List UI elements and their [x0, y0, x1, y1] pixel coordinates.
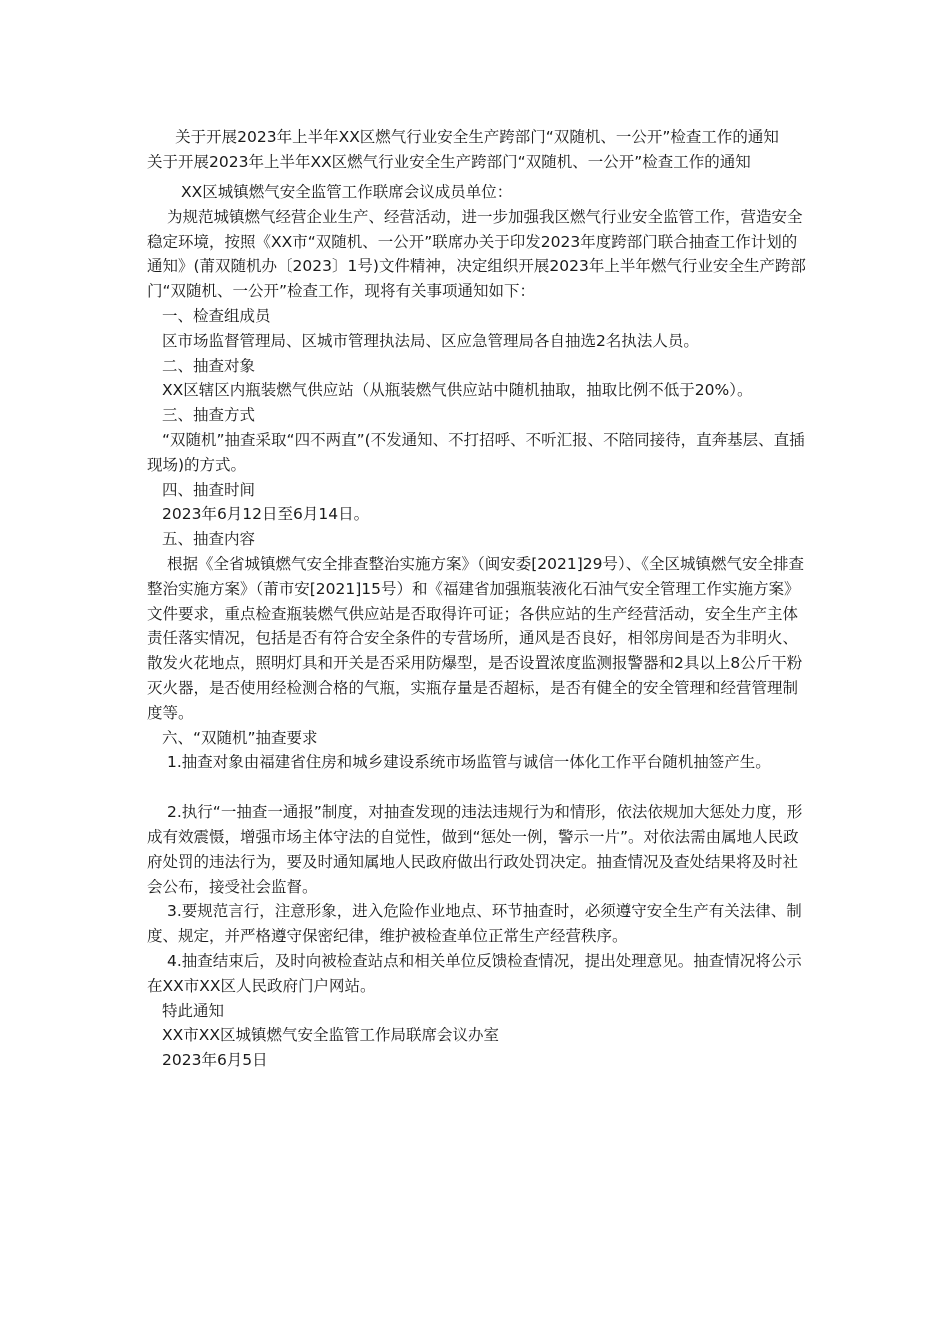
intro-paragraph: 为规范城镇燃气经营企业生产、经营活动，进一步加强我区燃气行业安全监管工作，营造安全稳定环境，按照《XX市“双随机、一公开”联席办关于印发2023年度跨部门联合抽查工作计划的通知》(莆双随机办〔2023〕1号)文件精神，决定组织开展2023年上半年燃气行业安全生产跨部门“双随机、一公开”检查工作，现将有关事项通知如下： — [147, 207, 806, 301]
section-heading-2: 二、抽查对象 — [162, 356, 256, 375]
section-body-5: 根据《全省城镇燃气安全排查整治实施方案》（闽安委[2021]29号）、《全区城镇燃气安全排查整治实施方案》（莆市安[2021]15号）和《福建省加强瓶装液化石油气安全管理工作实施方案》文件要求，重点检查瓶装燃气供应站是否取得许可证；各供应站的生产经营活动，安全生产主体责任落实情况，包括是否有符合安全条件的专营场所，通风是否良好，相邻房间是否为非明火、散发火花地点，照明灯具和开关是否采用防爆型，是否设置浓度监测报警器和2具以上8公斤干粉灭火器，是否使用经检测合格的气瓶，实瓶存量是否超标，是否有健全的安全管理和经营管理制度等。 — [147, 554, 805, 722]
document-subtitle: 关于开展2023年上半年XX区燃气行业安全生产跨部门“双随机、一公开”检查工作的通知 — [147, 153, 751, 171]
section-body-4: 2023年6月12日至6月14日。 — [162, 505, 370, 524]
requirement-item: 2.执行“一抽查一通报”制度，对抽查发现的违法违规行为和情形，依法依规加大惩处力度，形成有效震慑，增强市场主体守法的自觉性，做到“惩处一例，警示一片”。对依法需由属地人民政府处罚的违法行为，要及时通知属地人民政府做出行政处罚决定。抽查情况及查处结果将及时社会公布，接受社会监督。 — [147, 803, 803, 896]
section-heading-5: 五、抽查内容 — [162, 530, 256, 549]
document-page — [147, 124, 807, 1073]
requirement-item: 3.要规范言行，注意形象，进入危险作业地点、环节抽查时，必须遵守安全生产有关法律、制度、规定，并严格遵守保密纪律，维护被检查单位正常生产经营秩序。 — [147, 902, 802, 946]
requirement-item: 4.抽查结束后，及时向被检查站点和相关单位反馈检查情况，提出处理意见。抽查情况将公示在XX市XX区人民政府门户网站。 — [147, 951, 802, 995]
section-heading-6: 六、“双随机”抽查要求 — [162, 728, 318, 747]
document-title: 关于开展2023年上半年XX区燃气行业安全生产跨部门“双随机、一公开”检查工作的通知 — [175, 128, 779, 146]
section-heading-4: 四、抽查时间 — [162, 480, 256, 499]
signature-line: XX市XX区城镇燃气安全监管工作局联席会议办室 — [162, 1026, 499, 1045]
section-body-2: XX区辖区内瓶装燃气供应站（从瓶装燃气供应站中随机抽取，抽取比例不低于20%）。 — [162, 381, 753, 400]
section-heading-3: 三、抽查方式 — [162, 406, 256, 425]
section-heading-1: 一、检查组成员 — [162, 306, 271, 325]
addressee: XX区城镇燃气安全监管工作联席会议成员单位： — [181, 183, 513, 201]
section-body-3: “双随机”抽查采取“四不两直”(不发通知、不打招呼、不听汇报、不陪同接待，直奔基层、直插现场)的方式。 — [147, 430, 805, 474]
date-line: 2023年6月5日 — [162, 1051, 268, 1070]
section-body-1: 区市场监督管理局、区城市管理执法局、区应急管理局各自抽选2名执法人员。 — [162, 331, 699, 350]
requirement-item: 1.抽查对象由福建省住房和城乡建设系统市场监管与诚信一体化工作平台随机抽签产生。 — [167, 753, 771, 772]
closing-line: 特此通知 — [162, 1001, 225, 1020]
